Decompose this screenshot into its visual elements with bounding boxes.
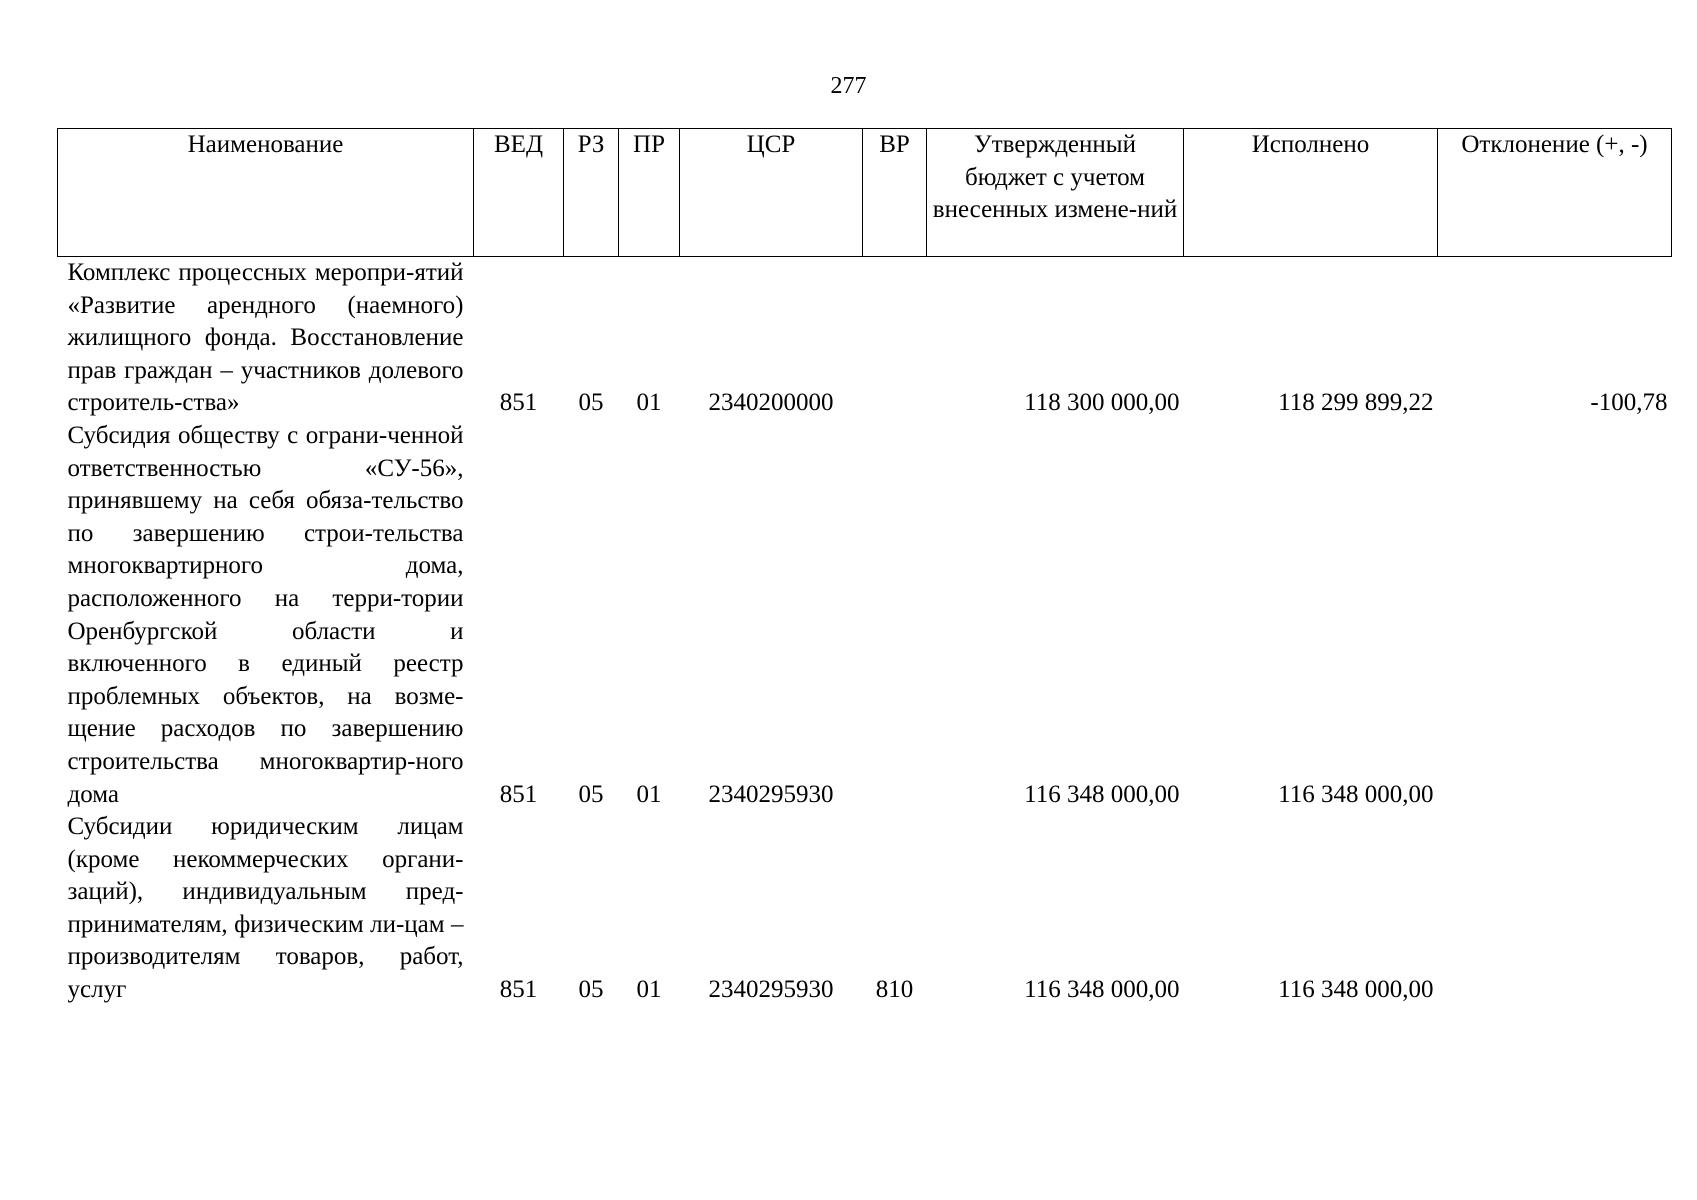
row-approved: 116 348 000,00 <box>1024 976 1180 1004</box>
header-executed: Исполнено <box>1184 129 1438 257</box>
row-name: Субсидии юридическим лицам (кроме некоммерческих органи-заций), индивидуальным пред-принимателям, физическим ли-цам – производителям товаров, работ, услуг <box>67 813 464 1004</box>
row-ved: 851 <box>499 780 538 808</box>
header-approved: Утвержденный бюджет с учетом внесенных измене-ний <box>927 129 1184 257</box>
row-deviation <box>1438 811 1672 1007</box>
table-row <box>58 257 1672 420</box>
header-name: Наименование <box>58 129 474 257</box>
row-rz: 05 <box>578 389 604 417</box>
header-deviation: Отклонение (+, -) <box>1438 129 1672 257</box>
page-number: 277 <box>830 73 867 99</box>
row-approved: 116 348 000,00 <box>1024 780 1180 808</box>
row-deviation <box>1438 420 1672 811</box>
table-row <box>58 420 1672 811</box>
table-header-row <box>58 129 1672 257</box>
row-vr <box>863 257 927 420</box>
table-row <box>58 811 1672 1007</box>
row-csr: 2340200000 <box>708 389 834 417</box>
budget-table <box>57 128 1672 1007</box>
row-rz: 05 <box>578 976 604 1004</box>
header-vr: ВР <box>863 129 927 257</box>
row-vr <box>863 420 927 811</box>
row-deviation: -100,78 <box>1590 389 1668 417</box>
header-csr: ЦСР <box>680 129 863 257</box>
header-rz: РЗ <box>564 129 619 257</box>
row-name: Субсидия обществу с ограни-ченной ответственностью «СУ-56», принявшему на себя обяза-тельство по завершению строи-тельства многоквартирного дома, расположенного на терри-тории Оренбургской области и включенного в единый реестр проблемных объектов, на возме-щение расходов по завершению строительства многоквартир-ного дома <box>67 421 464 808</box>
row-rz: 05 <box>578 780 604 808</box>
row-csr: 2340295930 <box>708 780 834 808</box>
row-csr: 2340295930 <box>708 976 834 1004</box>
row-ved: 851 <box>499 976 538 1004</box>
row-executed: 116 348 000,00 <box>1278 780 1434 808</box>
row-pr: 01 <box>636 780 662 808</box>
row-executed: 116 348 000,00 <box>1278 976 1434 1004</box>
row-pr: 01 <box>636 976 662 1004</box>
row-approved: 118 300 000,00 <box>1024 389 1180 417</box>
row-vr: 810 <box>875 976 914 1004</box>
row-pr: 01 <box>636 389 662 417</box>
header-ved: ВЕД <box>474 129 564 257</box>
header-pr: ПР <box>619 129 680 257</box>
row-name: Комплекс процессных меропри-ятий «Развитие арендного (наемного) жилищного фонда. Восстановление прав граждан – участников долевого строитель-ства» <box>67 259 464 417</box>
row-ved: 851 <box>499 389 538 417</box>
row-executed: 118 299 899,22 <box>1278 389 1434 417</box>
